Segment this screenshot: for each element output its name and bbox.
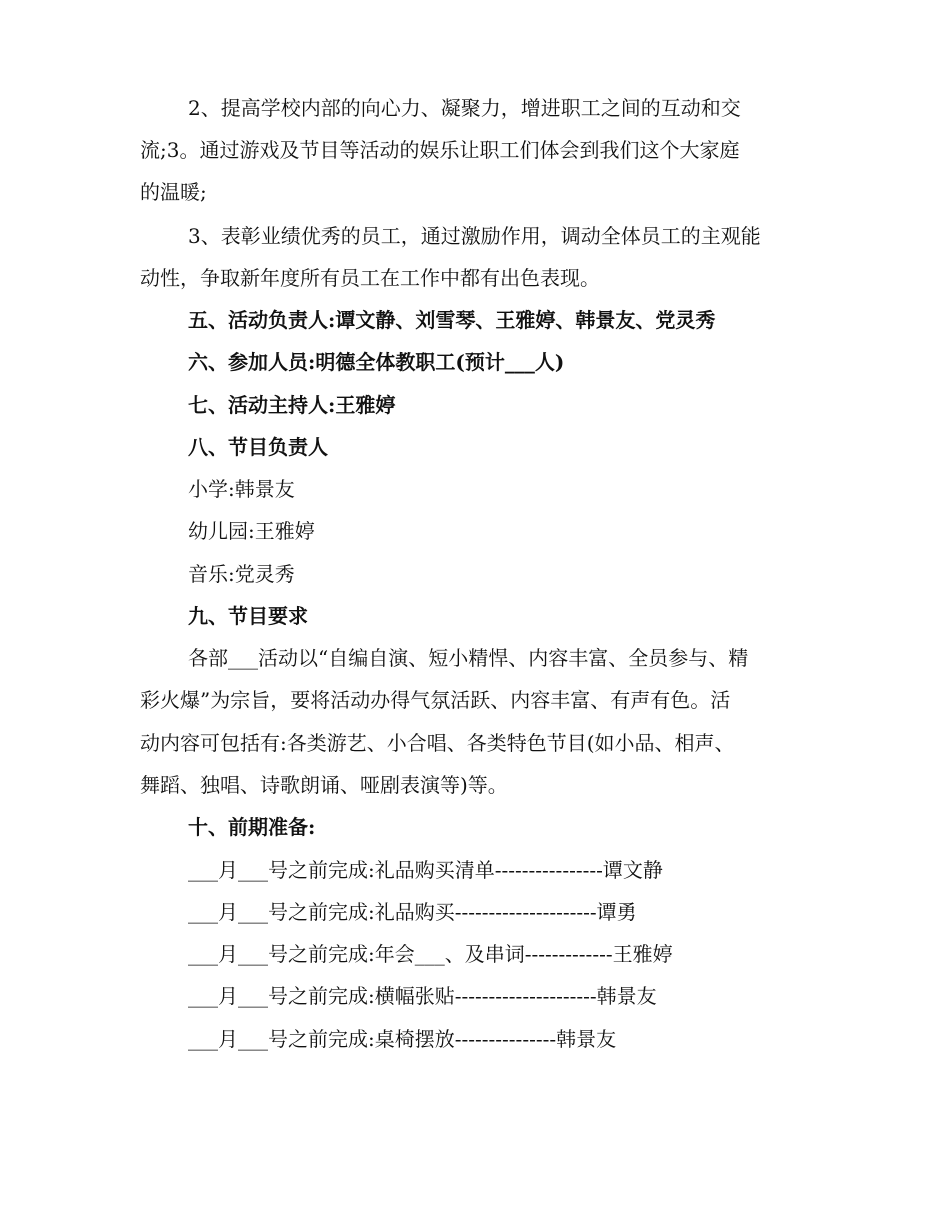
paragraph-line: 2、提高学校内部的向心力、凝聚力，增进职工之间的互动和交 — [188, 96, 741, 120]
paragraph-line: 舞蹈、独唱、诗歌朗诵、哑剧表演等)等。 — [140, 773, 508, 797]
section-heading-preparation: 十、前期准备: — [188, 815, 316, 839]
paragraph-line: 各部___活动以“自编自演、短小精悍、内容丰富、全员参与、精 — [188, 646, 749, 670]
paragraph-line: 动性，争取新年度所有员工在工作中都有出色表现。 — [140, 266, 600, 290]
section-heading-program-requirements: 九、节目要求 — [188, 604, 308, 628]
paragraph-line: 彩火爆”为宗旨，要将活动办得气氛活跃、内容丰富、有声有色。活 — [140, 688, 731, 712]
paragraph-line: 动内容可包括有:各类游艺、小合唱、各类特色节目(如小品、相声、 — [140, 731, 735, 755]
list-item: 音乐:党灵秀 — [188, 562, 295, 586]
paragraph-line: 3、表彰业绩优秀的员工，通过激励作用，调动全体员工的主观能 — [188, 224, 761, 248]
section-heading-responsible: 五、活动负责人:谭文静、刘雪琴、王雅婷、韩景友、党灵秀 — [188, 308, 716, 332]
task-line: ___月___号之前完成:礼品购买---------------------谭勇 — [188, 900, 637, 924]
task-line: ___月___号之前完成:礼品购买清单----------------谭文静 — [188, 858, 663, 882]
paragraph-line: 流;3。通过游戏及节目等活动的娱乐让职工们体会到我们这个大家庭 — [140, 138, 740, 162]
section-heading-participants: 六、参加人员:明德全体教职工(预计___人) — [188, 350, 565, 374]
section-heading-host: 七、活动主持人:王雅婷 — [188, 393, 396, 417]
paragraph-line: 的温暖; — [140, 180, 207, 204]
section-heading-program-leads: 八、节目负责人 — [188, 435, 328, 459]
list-item: 幼儿园:王雅婷 — [188, 519, 315, 543]
task-line: ___月___号之前完成:年会___、及串词-------------王雅婷 — [188, 942, 673, 966]
list-item: 小学:韩景友 — [188, 477, 295, 501]
task-line: ___月___号之前完成:横幅张贴---------------------韩景友 — [188, 984, 657, 1008]
task-line: ___月___号之前完成:桌椅摆放---------------韩景友 — [188, 1027, 617, 1051]
